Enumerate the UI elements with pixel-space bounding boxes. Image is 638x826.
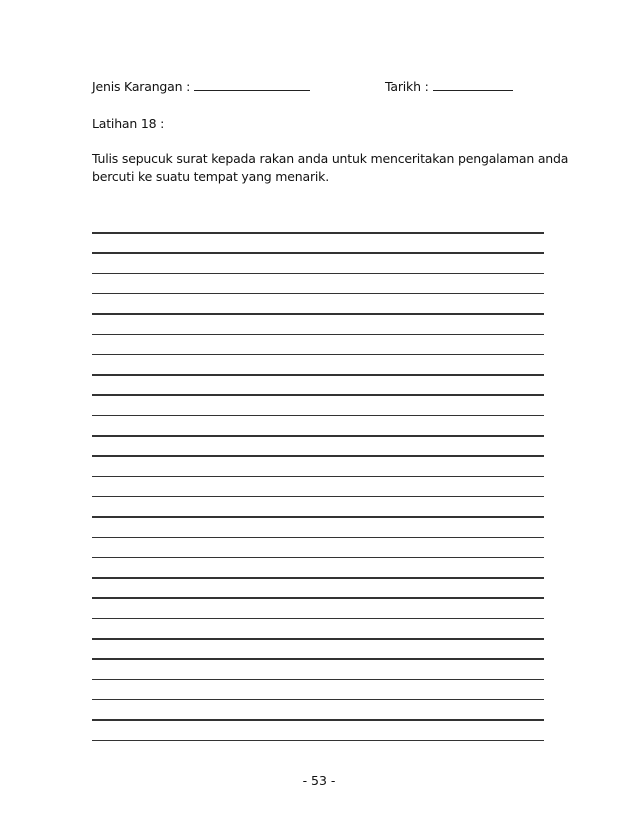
jenis-karangan-blank[interactable]	[194, 78, 310, 91]
writing-line[interactable]	[92, 577, 544, 579]
writing-line[interactable]	[92, 394, 544, 396]
writing-line[interactable]	[92, 699, 544, 701]
writing-line[interactable]	[92, 415, 544, 417]
writing-line[interactable]	[92, 638, 544, 640]
tarikh-blank[interactable]	[433, 78, 513, 91]
writing-line[interactable]	[92, 597, 544, 599]
instruction-line-1: Tulis sepucuk surat kepada rakan anda untuk menceritakan pengalaman anda	[92, 151, 569, 166]
exercise-title: Latihan 18 :	[92, 116, 165, 131]
writing-line[interactable]	[92, 516, 544, 518]
writing-line[interactable]	[92, 354, 544, 356]
writing-line[interactable]	[92, 658, 544, 660]
writing-line[interactable]	[92, 273, 544, 275]
writing-line[interactable]	[92, 740, 544, 742]
jenis-karangan-label: Jenis Karangan :	[92, 79, 191, 94]
writing-line[interactable]	[92, 537, 544, 539]
writing-line[interactable]	[92, 435, 544, 437]
writing-line[interactable]	[92, 455, 544, 457]
instruction-line-2: bercuti ke suatu tempat yang menarik.	[92, 169, 329, 184]
writing-line[interactable]	[92, 334, 544, 336]
tarikh-field	[385, 78, 513, 96]
writing-line[interactable]	[92, 293, 544, 295]
writing-line[interactable]	[92, 679, 544, 681]
page-number: - 53 -	[302, 773, 336, 788]
writing-line[interactable]	[92, 476, 544, 478]
writing-line[interactable]	[92, 313, 544, 315]
tarikh-label: Tarikh :	[385, 79, 429, 94]
writing-line[interactable]	[92, 374, 544, 376]
writing-line[interactable]	[92, 618, 544, 620]
writing-line[interactable]	[92, 252, 544, 254]
writing-line[interactable]	[92, 232, 544, 234]
jenis-karangan-field	[92, 78, 310, 96]
writing-line[interactable]	[92, 719, 544, 721]
writing-line[interactable]	[92, 496, 544, 498]
writing-line[interactable]	[92, 557, 544, 559]
